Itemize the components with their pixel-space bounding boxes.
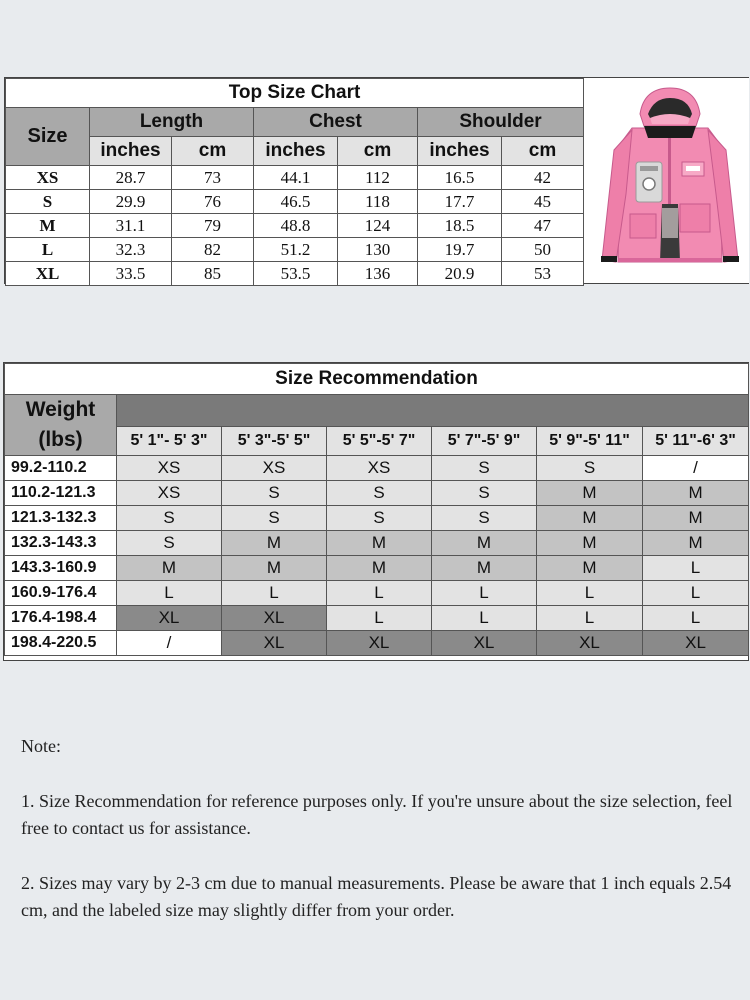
recommended-size-cell: L [537, 581, 643, 606]
measurement-cell: 47 [502, 214, 584, 238]
size-cell: XL [6, 262, 90, 286]
recommended-size-cell: S [222, 506, 327, 531]
recommended-size-cell: M [432, 556, 537, 581]
top-chart-title: Top Size Chart [6, 79, 584, 108]
recommended-size-cell: S [117, 506, 222, 531]
top-size-table [5, 78, 584, 286]
recommended-size-cell: M [222, 531, 327, 556]
measurement-cell: 53 [502, 262, 584, 286]
measurement-cell: 79 [172, 214, 254, 238]
weight-range-cell: 160.9-176.4 [5, 581, 117, 606]
recommended-size-cell: S [432, 506, 537, 531]
unit-header: inches [418, 137, 502, 166]
recommended-size-cell: L [432, 581, 537, 606]
length-header: Length [90, 108, 254, 137]
measurement-cell: 20.9 [418, 262, 502, 286]
recommended-size-cell: XL [537, 631, 643, 656]
recommended-size-cell: S [117, 531, 222, 556]
weight-unit-label: (lbs) [38, 428, 83, 451]
measurement-cell: 17.7 [418, 190, 502, 214]
recommended-size-cell: S [432, 456, 537, 481]
recommended-size-cell: XL [222, 606, 327, 631]
recommended-size-cell: XL [643, 631, 749, 656]
recommended-size-cell: L [327, 606, 432, 631]
weight-column-header [5, 395, 117, 456]
weight-range-cell: 143.3-160.9 [5, 556, 117, 581]
size-column-header: Size [6, 108, 90, 166]
recommended-size-cell: S [222, 481, 327, 506]
weight-row [5, 556, 749, 581]
measurement-cell: 50 [502, 238, 584, 262]
size-recommendation-chart [3, 362, 749, 661]
unit-header: cm [172, 137, 254, 166]
weight-row [5, 631, 749, 656]
weight-range-cell: 198.4-220.5 [5, 631, 117, 656]
height-range-header: 5' 7"-5' 9" [432, 426, 537, 455]
height-range-header: 5' 1"- 5' 3" [117, 426, 222, 455]
notes-title: Note: [21, 736, 61, 756]
height-range-header: 5' 9"-5' 11" [537, 426, 643, 455]
chest-header: Chest [254, 108, 418, 137]
unit-header: inches [254, 137, 338, 166]
recommended-size-cell: XL [222, 631, 327, 656]
recommended-size-cell: XS [117, 481, 222, 506]
unit-header: cm [338, 137, 418, 166]
measurement-cell: 45 [502, 190, 584, 214]
measurement-cell: 29.9 [90, 190, 172, 214]
recommended-size-cell: M [537, 531, 643, 556]
note-item: 1. Size Recommendation for reference purposes only. If you're unsure about the size selection, feel free to contact us for assistance. [21, 791, 733, 838]
top-size-row [6, 262, 584, 286]
weight-row [5, 481, 749, 506]
measurement-cell: 31.1 [90, 214, 172, 238]
measurement-cell: 118 [338, 190, 418, 214]
recommended-size-cell: XS [117, 456, 222, 481]
size-cell: S [6, 190, 90, 214]
top-size-chart [4, 77, 749, 284]
recommended-size-cell: XL [327, 631, 432, 656]
measurement-cell: 32.3 [90, 238, 172, 262]
notes-section [21, 733, 746, 924]
measurement-cell: 124 [338, 214, 418, 238]
recommended-size-cell: S [327, 506, 432, 531]
measurement-cell: 46.5 [254, 190, 338, 214]
shoulder-header: Shoulder [418, 108, 584, 137]
recommended-size-cell: M [643, 531, 749, 556]
measurement-cell: 136 [338, 262, 418, 286]
recommended-size-cell: L [432, 606, 537, 631]
weight-range-cell: 121.3-132.3 [5, 506, 117, 531]
note-item: 2. Sizes may vary by 2-3 cm due to manual measurements. Please be aware that 1 inch equals 2.54 cm, and the labeled size may slightly differ from your order. [21, 873, 732, 920]
recommended-size-cell: L [643, 581, 749, 606]
measurement-cell: 76 [172, 190, 254, 214]
recommended-size-cell: M [537, 556, 643, 581]
size-cell: XS [6, 166, 90, 190]
recommended-size-cell: M [537, 481, 643, 506]
pink-ski-jacket-image [592, 84, 742, 276]
reco-chart-title: Size Recommendation [5, 364, 749, 395]
unit-header: inches [90, 137, 172, 166]
measurement-cell: 18.5 [418, 214, 502, 238]
measurement-cell: 42 [502, 166, 584, 190]
height-range-header: 5' 11"-6' 3" [643, 426, 749, 455]
recommended-size-cell: M [117, 556, 222, 581]
weight-range-cell: 132.3-143.3 [5, 531, 117, 556]
measurement-cell: 44.1 [254, 166, 338, 190]
measurement-cell: 85 [172, 262, 254, 286]
top-size-row [6, 238, 584, 262]
measurement-cell: 28.7 [90, 166, 172, 190]
weight-row [5, 456, 749, 481]
height-range-header: 5' 3"-5' 5" [222, 426, 327, 455]
recommended-size-cell: S [327, 481, 432, 506]
recommended-size-cell: / [117, 631, 222, 656]
measurement-cell: 73 [172, 166, 254, 190]
height-range-header: 5' 5"-5' 7" [327, 426, 432, 455]
height-header-band [117, 395, 749, 427]
measurement-cell: 19.7 [418, 238, 502, 262]
measurement-cell: 130 [338, 238, 418, 262]
recommended-size-cell: L [643, 556, 749, 581]
product-image-panel [583, 78, 749, 283]
recommended-size-cell: S [537, 456, 643, 481]
recommended-size-cell: M [643, 481, 749, 506]
measurement-cell: 82 [172, 238, 254, 262]
weight-row [5, 606, 749, 631]
weight-range-cell: 99.2-110.2 [5, 456, 117, 481]
recommended-size-cell: M [643, 506, 749, 531]
weight-row [5, 506, 749, 531]
weight-row [5, 531, 749, 556]
recommended-size-cell: M [537, 506, 643, 531]
recommended-size-cell: L [643, 606, 749, 631]
recommended-size-cell: M [432, 531, 537, 556]
recommended-size-cell: XL [432, 631, 537, 656]
size-cell: L [6, 238, 90, 262]
size-cell: M [6, 214, 90, 238]
unit-header: cm [502, 137, 584, 166]
top-size-row [6, 166, 584, 190]
measurement-cell: 53.5 [254, 262, 338, 286]
recommended-size-cell: L [117, 581, 222, 606]
weight-row [5, 581, 749, 606]
recommended-size-cell: XS [327, 456, 432, 481]
measurement-cell: 51.2 [254, 238, 338, 262]
weight-range-cell: 176.4-198.4 [5, 606, 117, 631]
recommended-size-cell: M [222, 556, 327, 581]
weight-range-cell: 110.2-121.3 [5, 481, 117, 506]
recommended-size-cell: L [327, 581, 432, 606]
size-recommendation-table [4, 363, 749, 656]
weight-label: Weight [25, 398, 96, 421]
top-size-row [6, 190, 584, 214]
measurement-cell: 112 [338, 166, 418, 190]
recommended-size-cell: M [327, 531, 432, 556]
recommended-size-cell: / [643, 456, 749, 481]
measurement-cell: 33.5 [90, 262, 172, 286]
recommended-size-cell: XS [222, 456, 327, 481]
recommended-size-cell: M [327, 556, 432, 581]
recommended-size-cell: L [537, 606, 643, 631]
measurement-cell: 16.5 [418, 166, 502, 190]
recommended-size-cell: L [222, 581, 327, 606]
recommended-size-cell: S [432, 481, 537, 506]
measurement-cell: 48.8 [254, 214, 338, 238]
top-size-row [6, 214, 584, 238]
recommended-size-cell: XL [117, 606, 222, 631]
